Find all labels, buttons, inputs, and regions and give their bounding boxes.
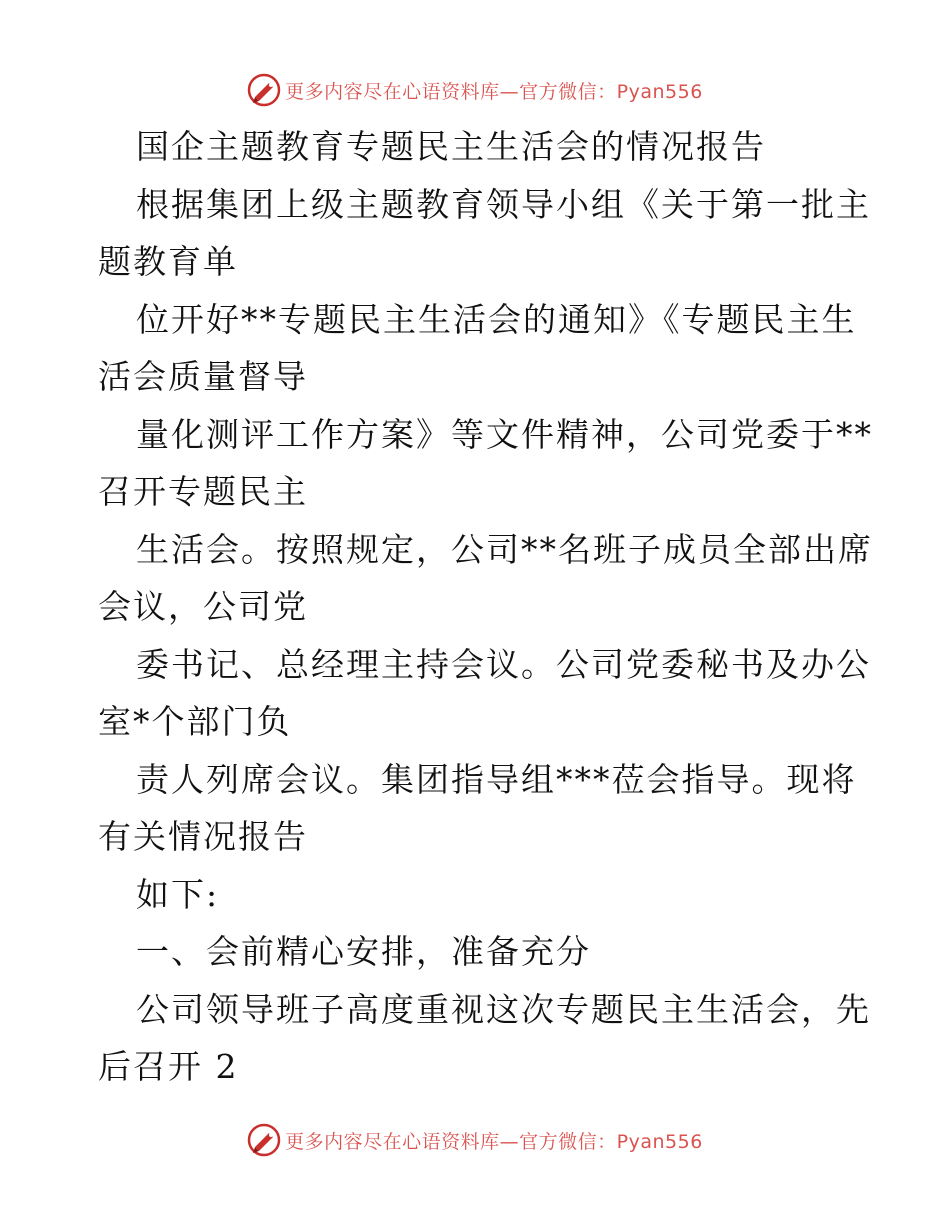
text-line: 公司领导班子高度重视这次专题民主生活会，先: [136, 989, 871, 1029]
text-line: 委书记、总经理主持会议。公司党委秘书及办公: [136, 644, 871, 684]
text-line: 生活会。按照规定，公司**名班子成员全部出席: [136, 529, 873, 569]
pen-logo-icon: [247, 73, 281, 107]
text-line: 会议，公司党: [98, 587, 308, 626]
text-line: 题教育单: [98, 242, 238, 281]
document-body: [98, 118, 873, 1096]
text-line: 有关情况报告: [98, 817, 308, 856]
text-line: 国企主题教育专题民主生活会的情况报告: [136, 127, 766, 166]
text-line: 根据集团上级主题教育领导小组《关于第一批主: [136, 184, 871, 224]
text-line: 责人列席会议。集团指导组***莅会指导。现将: [136, 759, 857, 799]
watermark-banner-bottom: [0, 1120, 950, 1160]
watermark-text: 更多内容尽在心语资料库—官方微信：Pyan556: [285, 80, 703, 103]
pen-logo-icon: [247, 1123, 281, 1157]
text-line: 量化测评工作方案》等文件精神，公司党委于**: [136, 414, 873, 454]
text-line: 位开好**专题民主生活会的通知》《专题民主生: [136, 299, 857, 339]
text-line: 室*个部门负: [98, 702, 292, 741]
text-line: 如下:: [136, 874, 220, 914]
text-line: 一、会前精心安排，准备充分: [136, 932, 591, 971]
text-line: 召开专题民主: [98, 472, 308, 511]
watermark-banner-top: [0, 70, 950, 110]
watermark-text: 更多内容尽在心语资料库—官方微信：Pyan556: [285, 1130, 703, 1153]
text-line: 活会质量督导: [98, 357, 308, 396]
text-line: 后召开 2: [98, 1047, 239, 1086]
